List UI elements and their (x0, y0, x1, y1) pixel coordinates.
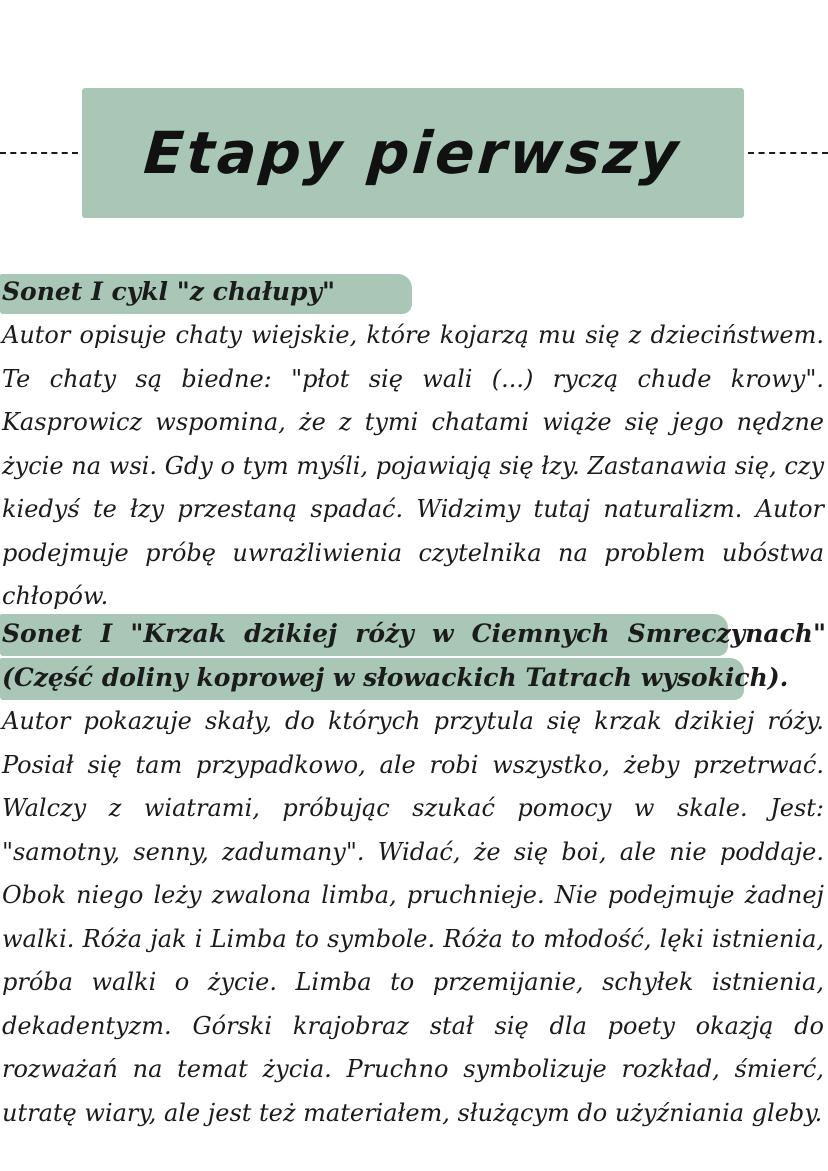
section-1 (0, 270, 828, 619)
title-box (82, 88, 744, 218)
section-body-2: Autor pokazuje skały, do których przytula się krzak dzikiej róży. Posiał się tam przypadkowo, ale robi wszystko, żeby przetrwać. Walczy z wiatrami, próbując szukać pomocy w skale. Jest: "samotny, senny, zadumany". Widać, że się boi, ale nie poddaje. Obok niego leży zwalona limba, pruchnieje. Nie podejmuje żadnej walki. Róża jak i Limba to symbole. Róża to młodość, lęki istnienia, próba walki o życie. Limba to przemijanie, schyłek istnienia, dekadentyzm. Górski krajobraz stał się dla poety okazją do rozważań na temat życia. Pruchno symbolizuje rozkład, śmierć, utratę wiary, ale jest też materiałem, służącym do użyźniania gleby. (2, 707, 824, 1127)
section-heading-1: Sonet I cykl "z chałupy" (2, 277, 336, 306)
dashed-line-left (0, 152, 78, 154)
section-body-1: Autor opisuje chaty wiejskie, które kojarzą mu się z dzieciństwem. Te chaty są biedne: "płot się wali (...) ryczą chude krowy". Kasprowicz wspomina, że z tymi chatami wiąże się jego nędzne życie na wsi. Gdy o tym myśli, pojawiają się łzy. Zastanawia się, czy kiedyś te łzy przestaną spadać. Widzimy tutaj naturalizm. Autor podejmuje próbę uwrażliwienia czytelnika na problem ubóstwa chłopów. (2, 321, 824, 610)
section-heading-2: Sonet I "Krzak dzikiej róży w Ciemnych Smreczynach" (Część doliny koprowej w słowackich Tatrach wysokich). (2, 619, 826, 692)
section-2 (0, 612, 828, 1135)
page-title: Etapy pierwszy (142, 119, 684, 187)
dashed-line-right (748, 152, 828, 154)
title-banner (0, 88, 828, 220)
